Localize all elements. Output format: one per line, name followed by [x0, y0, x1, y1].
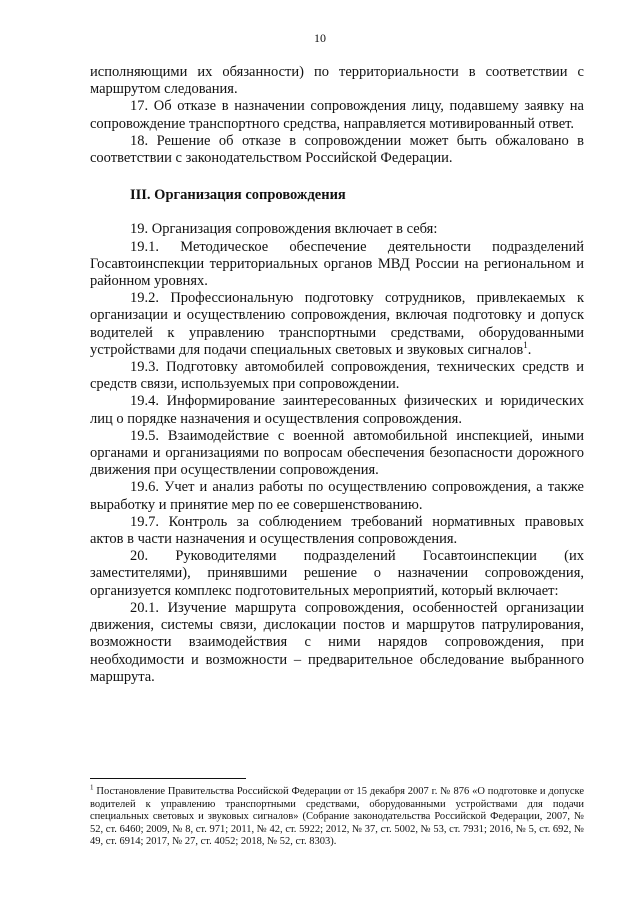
- footnote-text: Постановление Правительства Российской Федерации от 15 декабря 2007 г. № 876 «О подготовке и допуске водителей к управлению транспортными средствами, оборудованными устройствами для подачи специальных световых и звуковых сигналов» (Собрание законодательства Российской Федерации, 2007, № 52, ст. 6460; 2009, № 8, ст. 971; 2011, № 42, ст. 5922; 2012, № 37, ст. 5002, № 53, ст. 7931; 2016, № 5, ст. 692, № 49, ст. 6914; 2017, № 27, ст. 4052; 2018, № 52, ст. 8303).: [90, 786, 585, 848]
- paragraph-19-7: 19.7. Контроль за соблюдением требований нормативных правовых актов в части назначения и осуществления сопровождения.: [90, 513, 584, 548]
- main-text: [90, 64, 584, 686]
- paragraph-19-2-text: 19.2. Профессиональную подготовку сотрудников, привлекаемых к организации и осуществлению сопровождения, включая подготовку и допуск водителей к управлению транспортными средствами, оборудованными устройствами для подачи специальных световых и звуковых сигналов: [90, 290, 584, 358]
- paragraph-17: 17. Об отказе в назначении сопровождения лицу, подавшему заявку на сопровождение транспортного средства, направляется мотивированный ответ.: [90, 98, 584, 132]
- footnote: [90, 783, 585, 849]
- paragraph-19-3: 19.3. Подготовку автомобилей сопровождения, технических средств и средств связи, используемых при сопровождении.: [90, 359, 584, 393]
- footnote-separator: [90, 778, 246, 779]
- paragraph-19-5: 19.5. Взаимодействие с военной автомобильной инспекцией, иными органами и организациями по вопросам обеспечения безопасности дорожного движения при осуществлении сопровождения.: [90, 427, 584, 479]
- paragraph-19: 19. Организация сопровождения включает в себя:: [130, 221, 438, 238]
- footnote-mark: 1: [90, 783, 94, 792]
- paragraph-20: 20. Руководителями подразделений Госавтоинспекции (их заместителями), принявшими решение о назначении сопровождения, организуется комплекс подготовительных мероприятий, который включает:: [90, 548, 584, 599]
- paragraph-continuation: исполняющими их обязанности) по территориальности в соответствии с маршрутом следования.: [90, 64, 584, 98]
- footnote-reference: 1: [523, 340, 528, 351]
- section-heading: III. Организация сопровождения: [130, 187, 346, 204]
- paragraph-18: 18. Решение об отказе в сопровождении может быть обжаловано в соответствии с законодательством Российской Федерации.: [90, 132, 584, 167]
- paragraph-19-1: 19.1. Методическое обеспечение деятельности подразделений Госавтоинспекции территориальных органов МВД России на региональном и районном уровнях.: [90, 238, 584, 290]
- paragraph-19-2: 19.2. Профессиональную подготовку сотрудников, привлекаемых к организации и осуществлению сопровождения, включая подготовку и допуск водителей к управлению транспортными средствами, оборудованными устройствами для подачи специальных световых и звуковых сигналов$^1$.: [90, 290, 584, 358]
- paragraph-19-6: 19.6. Учет и анализ работы по осуществлению сопровождения, а также выработку и принятие мер по ее совершенствованию.: [90, 479, 584, 513]
- paragraph-19-4: 19.4. Информирование заинтересованных физических и юридических лиц о порядке назначения и осуществления сопровождения.: [90, 393, 584, 427]
- page-number: 10: [314, 31, 326, 45]
- paragraph-20-1: 20.1. Изучение маршрута сопровождения, особенностей организации движения, системы связи, дислокации постов и маршрутов патрулирования, возможности взаимодействия с ними нарядов сопровождения, при необходимости и возможности – предварительное обследование выбранного маршрута.: [90, 599, 584, 685]
